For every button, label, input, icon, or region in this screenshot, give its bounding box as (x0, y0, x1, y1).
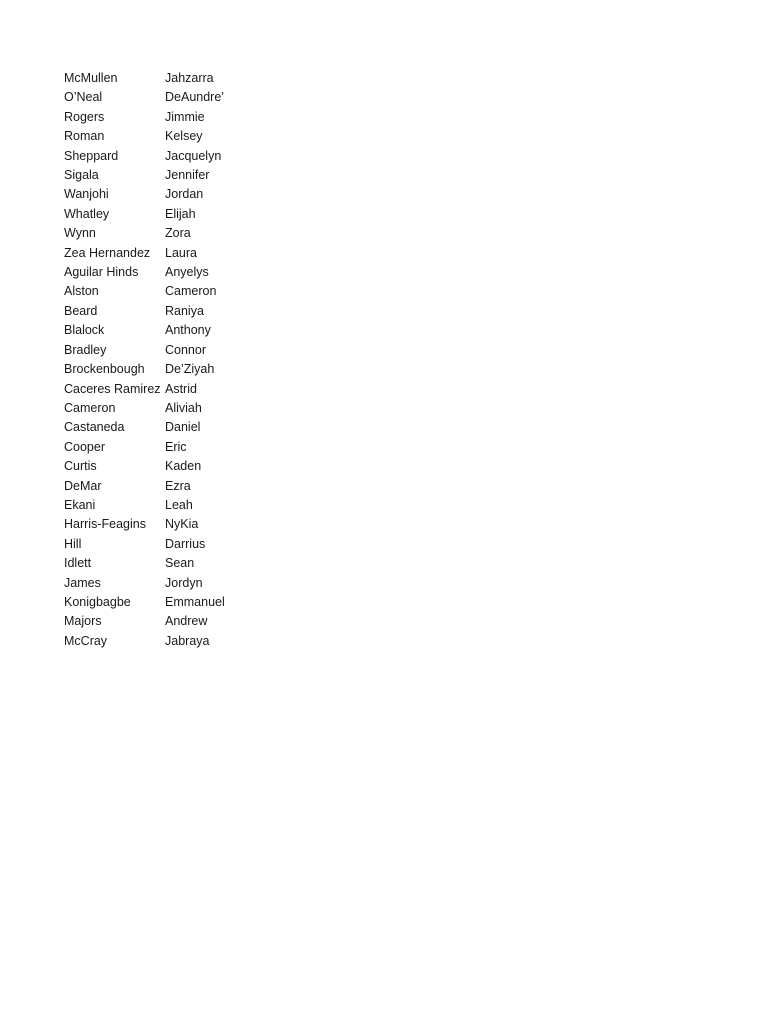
table-row (64, 108, 285, 127)
last-name-cell: Rogers (64, 109, 105, 124)
table-row (64, 302, 285, 321)
last-name-cell: DeMar (64, 478, 102, 493)
last-name-cell: Zea Hernandez (64, 245, 151, 260)
table-row (64, 380, 285, 399)
first-name-cell: Jabraya (165, 633, 210, 648)
table-row (64, 321, 285, 340)
last-name-cell: Beard (64, 303, 98, 318)
first-name-cell: Raniya (165, 303, 204, 318)
table-row (64, 263, 285, 282)
first-name-cell: Laura (165, 245, 197, 260)
last-name-cell: Cooper (64, 439, 105, 454)
roster-body (64, 69, 285, 651)
last-name-cell: Caceres Ramirez (64, 381, 161, 396)
first-name-cell: Jimmie (165, 109, 205, 124)
table-row (64, 593, 285, 612)
last-name-cell: Curtis (64, 459, 97, 474)
first-name-cell: Jordan (165, 187, 204, 202)
first-name-cell: Andrew (165, 614, 208, 629)
first-name-cell: Jahzarra (165, 71, 214, 85)
table-row (64, 147, 285, 166)
table-row (64, 88, 285, 107)
table-row (64, 224, 285, 243)
table-row (64, 632, 285, 651)
first-name-cell: Zora (165, 226, 191, 241)
table-row (64, 341, 285, 360)
first-name-cell: Jordyn (165, 575, 203, 590)
last-name-cell: Konigbagbe (64, 594, 131, 609)
first-name-cell: Astrid (165, 381, 197, 396)
first-name-cell: Kelsey (165, 129, 203, 144)
table-row (64, 612, 285, 631)
last-name-cell: McMullen (64, 71, 118, 85)
first-name-cell: Anyelys (165, 265, 209, 280)
first-name-cell: Eric (165, 439, 187, 454)
first-name-cell: Sean (165, 556, 195, 571)
last-name-cell: Harris-Feagins (64, 517, 146, 532)
table-row (64, 185, 285, 204)
last-name-cell: Cameron (64, 400, 116, 415)
last-name-cell: Blalock (64, 323, 105, 338)
last-name-cell: Sigala (64, 168, 99, 183)
last-name-cell: Brockenbough (64, 362, 145, 377)
first-name-cell: Ezra (165, 478, 191, 493)
last-name-cell: Hill (64, 536, 82, 551)
last-name-cell: Wanjohi (64, 187, 109, 202)
table-row (64, 457, 285, 476)
last-name-cell: Castaneda (64, 420, 125, 435)
first-name-cell: Jacquelyn (165, 148, 222, 163)
last-name-cell: Whatley (64, 206, 110, 221)
first-name-cell: Daniel (165, 420, 201, 435)
first-name-cell: Anthony (165, 323, 211, 338)
table-row (64, 282, 285, 301)
first-name-cell: Connor (165, 342, 206, 357)
first-name-cell: Aliviah (165, 400, 202, 415)
table-row (64, 574, 285, 593)
first-name-cell: De’Ziyah (165, 362, 215, 377)
last-name-cell: O’Neal (64, 90, 103, 105)
table-row (64, 477, 285, 496)
table-row (64, 535, 285, 554)
last-name-cell: Wynn (64, 226, 96, 241)
last-name-cell: Roman (64, 129, 105, 144)
table-row (64, 166, 285, 185)
last-name-cell: Sheppard (64, 148, 119, 163)
last-name-cell: McCray (64, 633, 108, 648)
first-name-cell: Darrius (165, 536, 206, 551)
last-name-cell: Aguilar Hinds (64, 265, 139, 280)
first-name-cell: NyKia (165, 517, 199, 532)
last-name-cell: Bradley (64, 342, 107, 357)
last-name-cell: Alston (64, 284, 99, 299)
first-name-cell: Leah (165, 497, 193, 512)
first-name-cell: Kaden (165, 459, 202, 474)
table-row (64, 496, 285, 515)
first-name-cell: Jennifer (165, 168, 210, 183)
table-row (64, 205, 285, 224)
table-row (64, 360, 285, 379)
last-name-cell: Ekani (64, 497, 96, 512)
table-row (64, 438, 285, 457)
first-name-cell: Cameron (165, 284, 217, 299)
first-name-cell: Elijah (165, 206, 196, 221)
table-row (64, 418, 285, 437)
table-row (64, 554, 285, 573)
first-name-cell: DeAundre’ (165, 90, 225, 105)
first-name-cell: Emmanuel (165, 594, 225, 609)
name-roster-table (64, 69, 285, 651)
last-name-cell: James (64, 575, 101, 590)
table-row (64, 399, 285, 418)
table-row (64, 69, 285, 88)
table-row (64, 515, 285, 534)
last-name-cell: Majors (64, 614, 102, 629)
table-row (64, 244, 285, 263)
table-row (64, 127, 285, 146)
last-name-cell: Idlett (64, 556, 92, 571)
